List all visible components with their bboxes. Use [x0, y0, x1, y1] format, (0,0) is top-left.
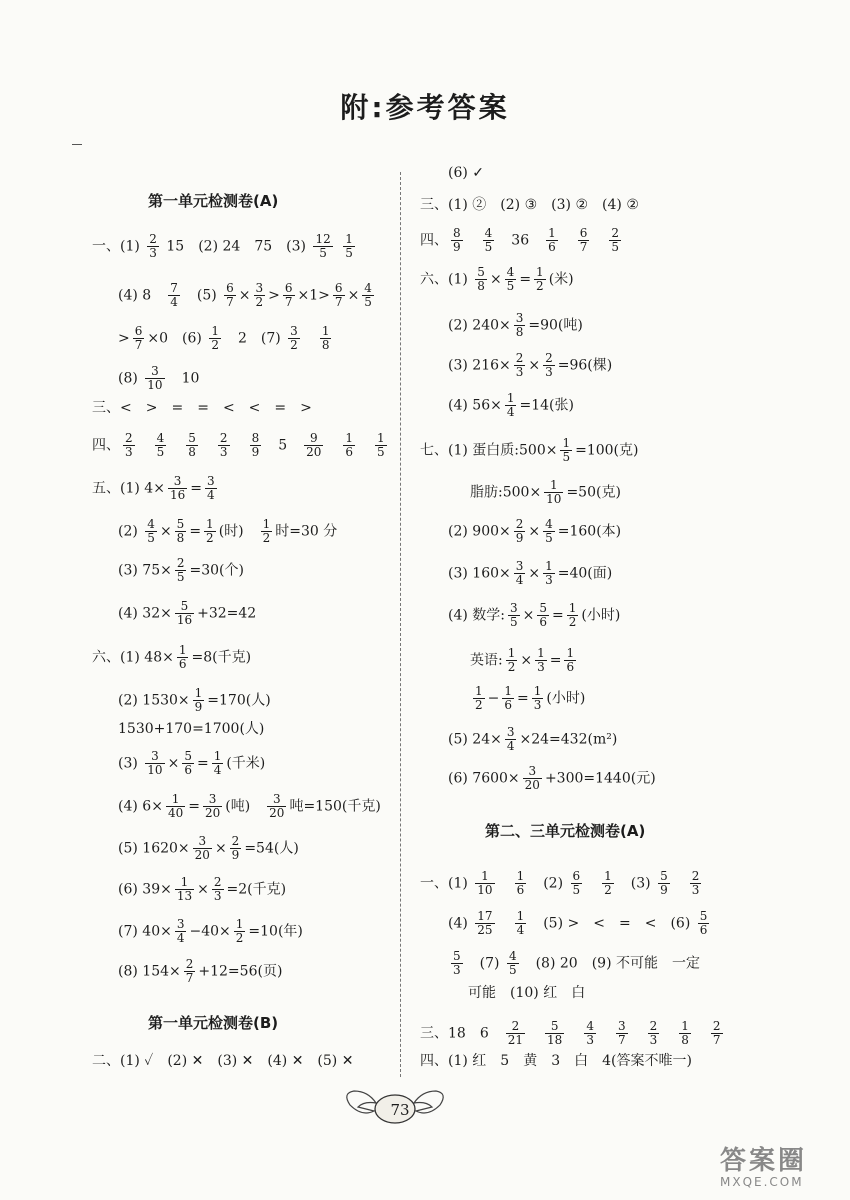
fraction: $\frac{1}{6}$: [566, 646, 575, 675]
fraction: $\frac{1}{4}$: [213, 749, 222, 778]
left-answer-line: (3) 75× $\frac{2}{5}$ =30(个): [118, 556, 244, 585]
fraction: $\frac{1}{2}$: [604, 869, 612, 898]
fraction: $\frac{2}{3}$: [649, 1019, 658, 1048]
fraction: $\frac{1}{2}$: [507, 646, 516, 675]
fraction: $\frac{3}{20}$: [204, 792, 221, 821]
fraction: $\frac{2}{3}$: [213, 875, 222, 904]
fraction: $\frac{1}{4}$: [516, 909, 525, 938]
fraction: $\frac{3}{20}$: [269, 792, 285, 821]
fraction: $\frac{3}{20}$: [524, 764, 540, 793]
fraction: $\frac{5}{8}$: [188, 431, 196, 460]
fraction: $\frac{1}{6}$: [345, 431, 354, 460]
fraction: $\frac{2}{5}$: [176, 556, 185, 585]
fraction: $\frac{5}{6}$: [184, 749, 192, 778]
fraction: $\frac{1}{2}$: [568, 601, 577, 630]
watermark-logo-text: 答案圈: [720, 1146, 808, 1176]
watermark: [720, 1140, 807, 1189]
fraction: $\frac{4}{5}$: [545, 517, 553, 546]
fraction: $\frac{3}{20}$: [194, 834, 210, 863]
right-answer-line: 四、(1) 红 5 黄 3 白 4(答案不唯一): [420, 1053, 692, 1069]
fraction: $\frac{1}{6}$: [178, 643, 187, 672]
fraction: $\frac{2}{9}$: [231, 834, 240, 863]
fraction: $\frac{2}{7}$: [185, 957, 194, 986]
fraction: $\frac{2}{5}$: [611, 226, 620, 255]
fraction: $\frac{3}{10}$: [147, 749, 163, 778]
fraction: $\frac{5}{9}$: [660, 869, 668, 898]
right-answer-line: 可能 (10) 红 白: [468, 985, 586, 1001]
left-answer-line: (6) 39× $\frac{1}{13}$ × $\frac{2}{3}$ =2(千克): [118, 875, 287, 904]
fraction: $\frac{3}{4}$: [206, 474, 215, 503]
fraction: $\frac{1}{8}$: [681, 1019, 689, 1048]
right-answer-line: 七、(1) 蛋白质:500× $\frac{1}{5}$ =100(克): [420, 436, 639, 465]
right-answer-line: 六、(1) $\frac{5}{8}$ × $\frac{4}{5}$ = $\frac{1}{2}$ (米): [420, 265, 574, 294]
left-answer-line: (4) 8 $\frac{7}{4}$ (5) $\frac{6}{7}$ × $\frac{3}{2}$ > $\frac{6}{7}$ ×1> $\frac{6}{7}$ × $\frac{4}{5}$: [118, 281, 372, 310]
right-answer-line: (6) ✓: [448, 165, 485, 181]
fraction: $\frac{2}{3}$: [149, 232, 157, 261]
fraction: $\frac{2}{3}$: [545, 351, 553, 380]
fraction: $\frac{4}{5}$: [364, 281, 372, 310]
left-answer-line: 1530+170=1700(人): [118, 721, 265, 737]
fraction: $\frac{5}{6}$: [539, 601, 548, 630]
fraction: $\frac{4}{5}$: [484, 226, 493, 255]
right-answer-line: 三、(1) ② (2) ③ (3) ② (4) ②: [420, 197, 639, 213]
fraction: $\frac{2}{3}$: [515, 351, 524, 380]
fraction: $\frac{1}{6}$: [548, 226, 556, 255]
right-answer-line: 一、(1) $\frac{1}{10}$ $\frac{1}{6}$ (2) $\frac{6}{5}$ $\frac{1}{2}$ (3) $\frac{5}{9}$ $\frac{2}{3}$: [420, 869, 700, 898]
right-answer-line: (3) 160× $\frac{3}{4}$ × $\frac{1}{3}$ =40(面): [448, 559, 613, 588]
fraction: $\frac{8}{9}$: [251, 431, 260, 460]
fraction: $\frac{2}{9}$: [515, 517, 524, 546]
fraction: $\frac{1}{9}$: [194, 686, 203, 715]
fraction: $\frac{6}{5}$: [572, 869, 581, 898]
watermark-url: MXQE.COM: [720, 1175, 804, 1189]
column-divider: [400, 172, 401, 1077]
fraction: $\frac{1}{5}$: [345, 232, 353, 261]
fraction: $\frac{17}{25}$: [477, 909, 493, 938]
fraction: $\frac{1}{13}$: [176, 875, 193, 904]
fraction: $\frac{3}{8}$: [515, 311, 524, 340]
left-answer-line: 二、(1) ✓ (2) ✕ (3) ✕ (4) ✕ (5) ✕: [92, 1053, 354, 1069]
left-answer-line: (8) 154× $\frac{2}{7}$ +12=56(页): [118, 957, 283, 986]
fraction: $\frac{1}{6}$: [516, 869, 525, 898]
fraction: $\frac{9}{20}$: [306, 431, 322, 460]
fraction: $\frac{1}{8}$: [321, 324, 330, 353]
fraction: $\frac{7}{4}$: [170, 281, 178, 310]
fraction: $\frac{6}{7}$: [579, 226, 588, 255]
right-answer-line: 四、 $\frac{8}{9}$ $\frac{4}{5}$ 36 $\frac{1}{6}$ $\frac{6}{7}$ $\frac{2}{5}$: [420, 226, 620, 255]
fraction: $\frac{1}{2}$: [536, 265, 544, 294]
fraction: $\frac{1}{3}$: [545, 559, 553, 588]
fraction: $\frac{5}{16}$: [176, 599, 193, 628]
fraction: $\frac{3}{7}$: [617, 1019, 626, 1048]
fraction: $\frac{3}{4}$: [506, 725, 515, 754]
fraction: $\frac{8}{9}$: [453, 226, 461, 255]
left-answer-line: (4) 32× $\frac{5}{16}$ +32=42: [118, 599, 257, 628]
fraction: $\frac{5}{3}$: [453, 949, 461, 978]
fraction: $\frac{1}{2}$: [211, 324, 219, 353]
fraction: $\frac{5}{6}$: [699, 909, 708, 938]
left-answer-line: (8) $\frac{3}{10}$ 10: [118, 364, 200, 393]
fraction: $\frac{1}{6}$: [504, 684, 513, 713]
fraction: $\frac{2}{7}$: [712, 1019, 721, 1048]
section-title: 第二、三单元检测卷(A): [485, 822, 646, 840]
fraction: $\frac{4}{5}$: [156, 431, 165, 460]
fraction: $\frac{3}{4}$: [176, 917, 185, 946]
fraction: $\frac{2}{21}$: [507, 1019, 524, 1048]
fraction: $\frac{1}{10}$: [477, 869, 493, 898]
right-answer-line: (5) 24× $\frac{3}{4}$ ×24=432(m²): [448, 725, 618, 754]
fraction: $\frac{12}{5}$: [315, 232, 331, 261]
fraction: $\frac{4}{5}$: [508, 949, 517, 978]
left-answer-line: (4) 6× $\frac{1}{40}$ = $\frac{3}{20}$ (吨) $\frac{3}{20}$ 吨=150(千克): [118, 792, 381, 821]
right-answer-line: $\frac{1}{2}$ − $\frac{1}{6}$ = $\frac{1}{3}$ (小时): [475, 684, 586, 713]
fraction: $\frac{1}{2}$: [475, 684, 483, 713]
fraction: $\frac{3}{16}$: [169, 474, 186, 503]
fraction: $\frac{1}{3}$: [537, 646, 545, 675]
fraction: $\frac{1}{5}$: [377, 431, 385, 460]
fraction: $\frac{2}{3}$: [219, 431, 228, 460]
fraction: $\frac{3}{5}$: [510, 601, 518, 630]
right-answer-line: (2) 240× $\frac{3}{8}$ =90(吨): [448, 311, 583, 340]
right-answer-line: (2) 900× $\frac{2}{9}$ × $\frac{4}{5}$ =160(本): [448, 517, 622, 546]
right-answer-line: $\frac{5}{3}$ (7) $\frac{4}{5}$ (8) 20 (9) 不可能 一定: [453, 949, 700, 978]
section-title: 第一单元检测卷(A): [148, 192, 279, 210]
fraction: $\frac{1}{40}$: [167, 792, 184, 821]
fraction: $\frac{1}{5}$: [562, 436, 571, 465]
left-answer-line: > $\frac{6}{7}$ ×0 (6) $\frac{1}{2}$ 2 (7) $\frac{3}{2}$ $\frac{1}{8}$: [118, 324, 330, 353]
right-answer-line: 三、18 6 $\frac{2}{21}$ $\frac{5}{18}$ $\frac{4}{3}$ $\frac{3}{7}$ $\frac{2}{3}$ $\frac{1}{8}$ $\frac{2}{7}$: [420, 1019, 721, 1048]
right-answer-line: 英语: $\frac{1}{2}$ × $\frac{1}{3}$ = $\frac{1}{6}$: [470, 646, 575, 675]
left-answer-line: 三、< > = = < < = >: [92, 400, 312, 416]
fraction: $\frac{6}{7}$: [334, 281, 343, 310]
fraction: $\frac{3}{2}$: [290, 324, 298, 353]
right-answer-line: (6) 7600× $\frac{3}{20}$ +300=1440(元): [448, 764, 656, 793]
left-answer-line: (2) $\frac{4}{5}$ × $\frac{5}{8}$ = $\frac{1}{2}$ (时) $\frac{1}{2}$ 时=30 分: [118, 517, 338, 546]
left-answer-line: 一、(1) $\frac{2}{3}$ 15 (2) 24 75 (3) $\frac{12}{5}$ $\frac{1}{5}$: [92, 232, 353, 261]
left-answer-line: (7) 40× $\frac{3}{4}$ −40× $\frac{1}{2}$ =10(年): [118, 917, 303, 946]
right-answer-line: (4) $\frac{17}{25}$ $\frac{1}{4}$ (5) > < = < (6) $\frac{5}{6}$: [448, 909, 708, 938]
fraction: $\frac{1}{2}$: [235, 917, 244, 946]
left-answer-line: (3) $\frac{3}{10}$ × $\frac{5}{6}$ = $\frac{1}{4}$ (千米): [118, 749, 266, 778]
section-title: 第一单元检测卷(B): [148, 1014, 279, 1032]
page-number: 73: [390, 1101, 410, 1119]
right-answer-line: 脂肪:500× $\frac{1}{10}$ =50(克): [470, 478, 621, 507]
right-answer-line: (4) 56× $\frac{1}{4}$ =14(张): [448, 391, 574, 420]
fraction: $\frac{4}{5}$: [147, 517, 155, 546]
fraction: $\frac{5}{18}$: [547, 1019, 563, 1048]
fraction: $\frac{3}{2}$: [255, 281, 264, 310]
fraction: $\frac{1}{4}$: [506, 391, 515, 420]
fraction: $\frac{4}{5}$: [506, 265, 515, 294]
fraction: $\frac{4}{3}$: [586, 1019, 594, 1048]
right-answer-line: (4) 数学: $\frac{3}{5}$ × $\frac{5}{6}$ = $\frac{1}{2}$ (小时): [448, 601, 621, 630]
fraction: $\frac{6}{7}$: [226, 281, 234, 310]
right-answer-line: (3) 216× $\frac{2}{3}$ × $\frac{2}{3}$ =96(棵): [448, 351, 613, 380]
fraction: $\frac{5}{8}$: [176, 517, 185, 546]
left-answer-line: 四、 $\frac{2}{3}$ $\frac{4}{5}$ $\frac{5}{8}$ $\frac{2}{3}$ $\frac{8}{9}$ 5 $\frac{9}{20}$ $\frac{1}{6}$ $\frac{1}{5}$: [92, 431, 385, 460]
fraction: $\frac{6}{7}$: [134, 324, 143, 353]
left-answer-line: (5) 1620× $\frac{3}{20}$ × $\frac{2}{9}$ =54(人): [118, 834, 299, 863]
fraction: $\frac{6}{7}$: [284, 281, 293, 310]
fraction: $\frac{1}{2}$: [206, 517, 214, 546]
stray-mark: [72, 144, 82, 145]
page-title: 附:参考答案: [340, 91, 510, 124]
fraction: $\frac{1}{3}$: [533, 684, 542, 713]
fraction: $\frac{5}{8}$: [477, 265, 485, 294]
fraction: $\frac{1}{10}$: [546, 478, 562, 507]
left-answer-line: 六、(1) 48× $\frac{1}{6}$ =8(千克): [92, 643, 252, 672]
fraction: $\frac{2}{3}$: [691, 869, 700, 898]
fraction: $\frac{2}{3}$: [125, 431, 133, 460]
fraction: $\frac{3}{10}$: [147, 364, 163, 393]
fraction: $\frac{1}{2}$: [262, 517, 271, 546]
left-answer-line: 五、(1) 4× $\frac{3}{16}$ = $\frac{3}{4}$: [92, 474, 215, 503]
fraction: $\frac{3}{4}$: [515, 559, 524, 588]
left-answer-line: (2) 1530× $\frac{1}{9}$ =170(人): [118, 686, 271, 715]
